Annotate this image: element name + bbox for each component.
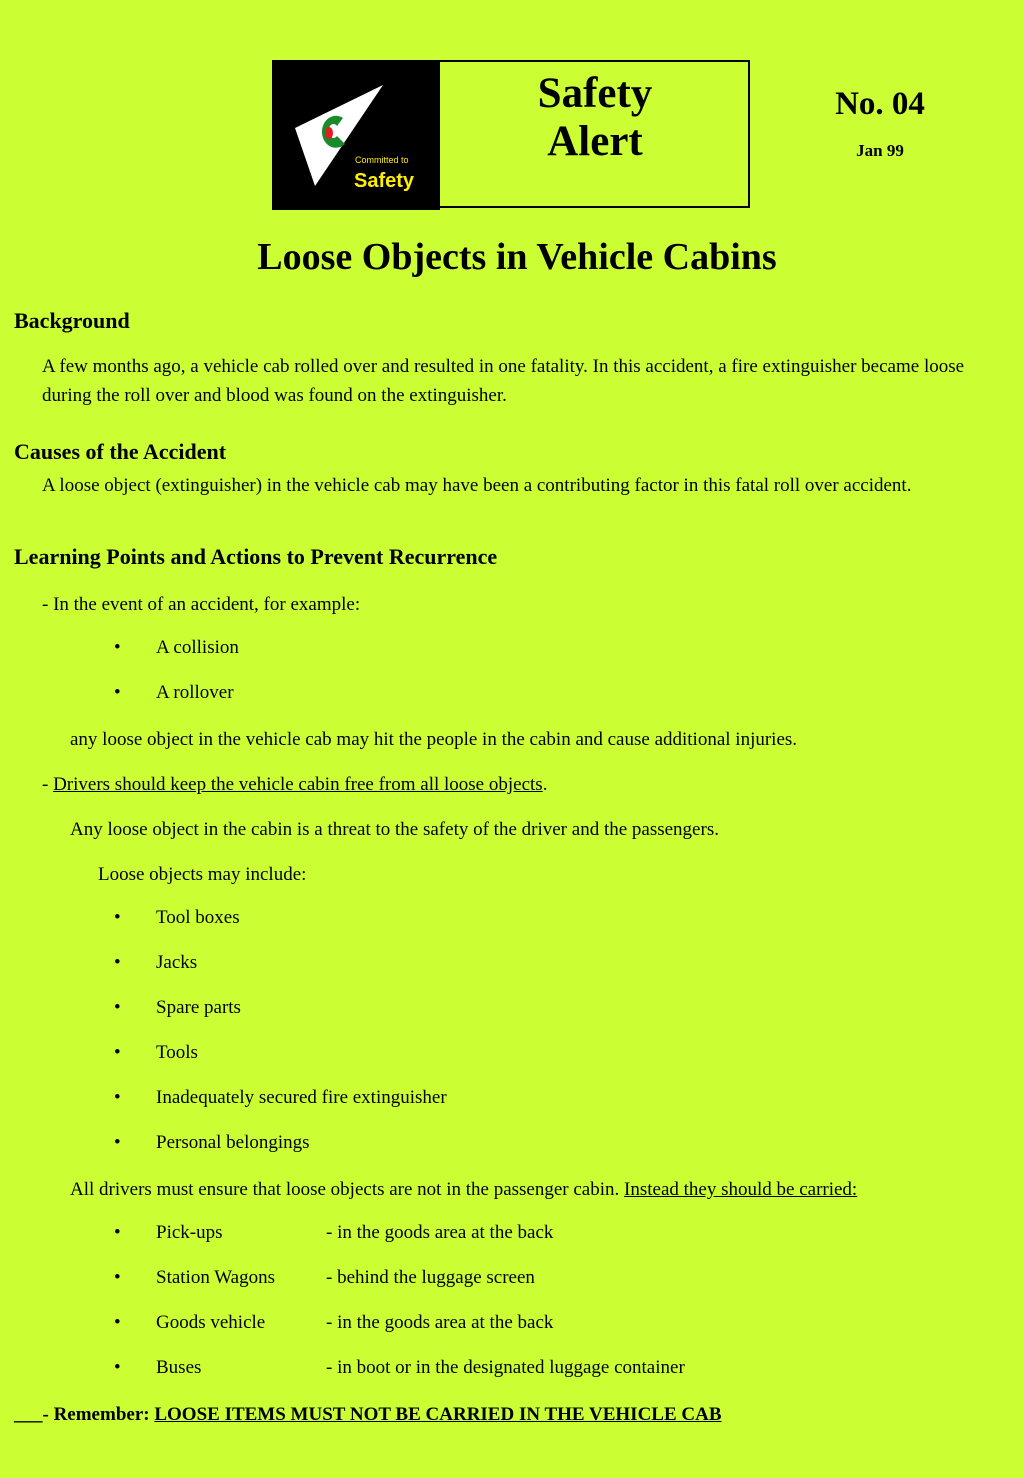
causes-heading: Causes of the Accident: [14, 439, 227, 464]
object-item: Inadequately secured fire extinguisher: [156, 1087, 447, 1108]
rule-prefix: -: [42, 774, 54, 795]
carry-place: - behind the luggage screen: [326, 1267, 535, 1288]
vehicle-type: Goods vehicle: [156, 1312, 266, 1333]
example-item: A rollover: [156, 682, 234, 703]
rule-text: [42, 770, 547, 799]
learning-heading: Learning Points and Actions to Prevent Recurrence: [14, 544, 498, 569]
causes-text: A loose object (extinguisher) in the vehicle cab may have been a contributing factor in this fatal roll over accident.: [42, 475, 912, 496]
bullet-marker: •: [114, 637, 121, 658]
bullet-marker: •: [114, 952, 121, 973]
rule-suffix: .: [542, 774, 548, 795]
bullet-marker: •: [114, 907, 121, 928]
bullet-marker: •: [114, 1312, 121, 1333]
alert-title-line2: Alert: [547, 118, 643, 165]
threat-text: Any loose object in the cabin is a threat to the safety of the driver and the passengers.: [70, 819, 719, 840]
remember-line: [14, 1400, 722, 1429]
carry-place: - in the goods area at the back: [326, 1312, 554, 1333]
consequence-text: any loose object in the vehicle cab may hit the people in the cabin and cause additional injuries.: [70, 729, 798, 750]
bullet-marker: •: [114, 1087, 121, 1108]
remember-message: LOOSE ITEMS MUST NOT BE CARRIED IN THE VEHICLE CAB: [154, 1404, 722, 1425]
bullet-marker: •: [114, 997, 121, 1018]
carry-place: - in boot or in the designated luggage container: [326, 1357, 685, 1378]
bullet-marker: •: [114, 1357, 121, 1378]
remember-prefix: ___- Remember:: [14, 1404, 155, 1425]
document-title: Loose Objects in Vehicle Cabins: [257, 236, 777, 278]
bullet-marker: •: [114, 1042, 121, 1063]
object-item: Personal belongings: [156, 1132, 310, 1153]
logo-tagline: Committed to: [355, 155, 409, 165]
object-item: Spare parts: [156, 997, 241, 1018]
bullet-marker: •: [114, 682, 121, 703]
object-item: Tools: [156, 1042, 198, 1063]
background-text: A few months ago, a vehicle cab rolled over and resulted in one fatality. In this accident, a fire extinguisher became loose during the roll over and blood was found on the extinguisher.: [42, 356, 965, 406]
alert-title: [440, 70, 750, 166]
object-item: Tool boxes: [156, 907, 240, 928]
issue-number: No. 04: [835, 86, 925, 122]
vehicle-type: Buses: [156, 1357, 202, 1378]
vehicle-type: Pick-ups: [156, 1222, 223, 1243]
issue-date: Jan 99: [856, 141, 904, 160]
ensure-text: [70, 1175, 857, 1204]
vehicle-type: Station Wagons: [156, 1267, 275, 1288]
background-heading: Background: [14, 308, 130, 333]
example-item: A collision: [156, 637, 239, 658]
object-item: Jacks: [156, 952, 198, 973]
bullet-marker: •: [114, 1267, 121, 1288]
ensure-plain: All drivers must ensure that loose objects are not in the passenger cabin.: [70, 1179, 625, 1200]
learning-intro: - In the event of an accident, for example:: [42, 594, 361, 615]
carry-place: - in the goods area at the back: [326, 1222, 554, 1243]
logo-wordmark: Safety: [354, 170, 415, 192]
bullet-marker: •: [114, 1132, 121, 1153]
alert-title-line1: Safety: [537, 70, 653, 117]
bullet-marker: •: [114, 1222, 121, 1243]
may-include-text: Loose objects may include:: [98, 864, 307, 885]
ensure-underlined: Instead they should be carried:: [624, 1179, 858, 1200]
rule-underlined: Drivers should keep the vehicle cabin free from all loose objects: [53, 774, 543, 795]
